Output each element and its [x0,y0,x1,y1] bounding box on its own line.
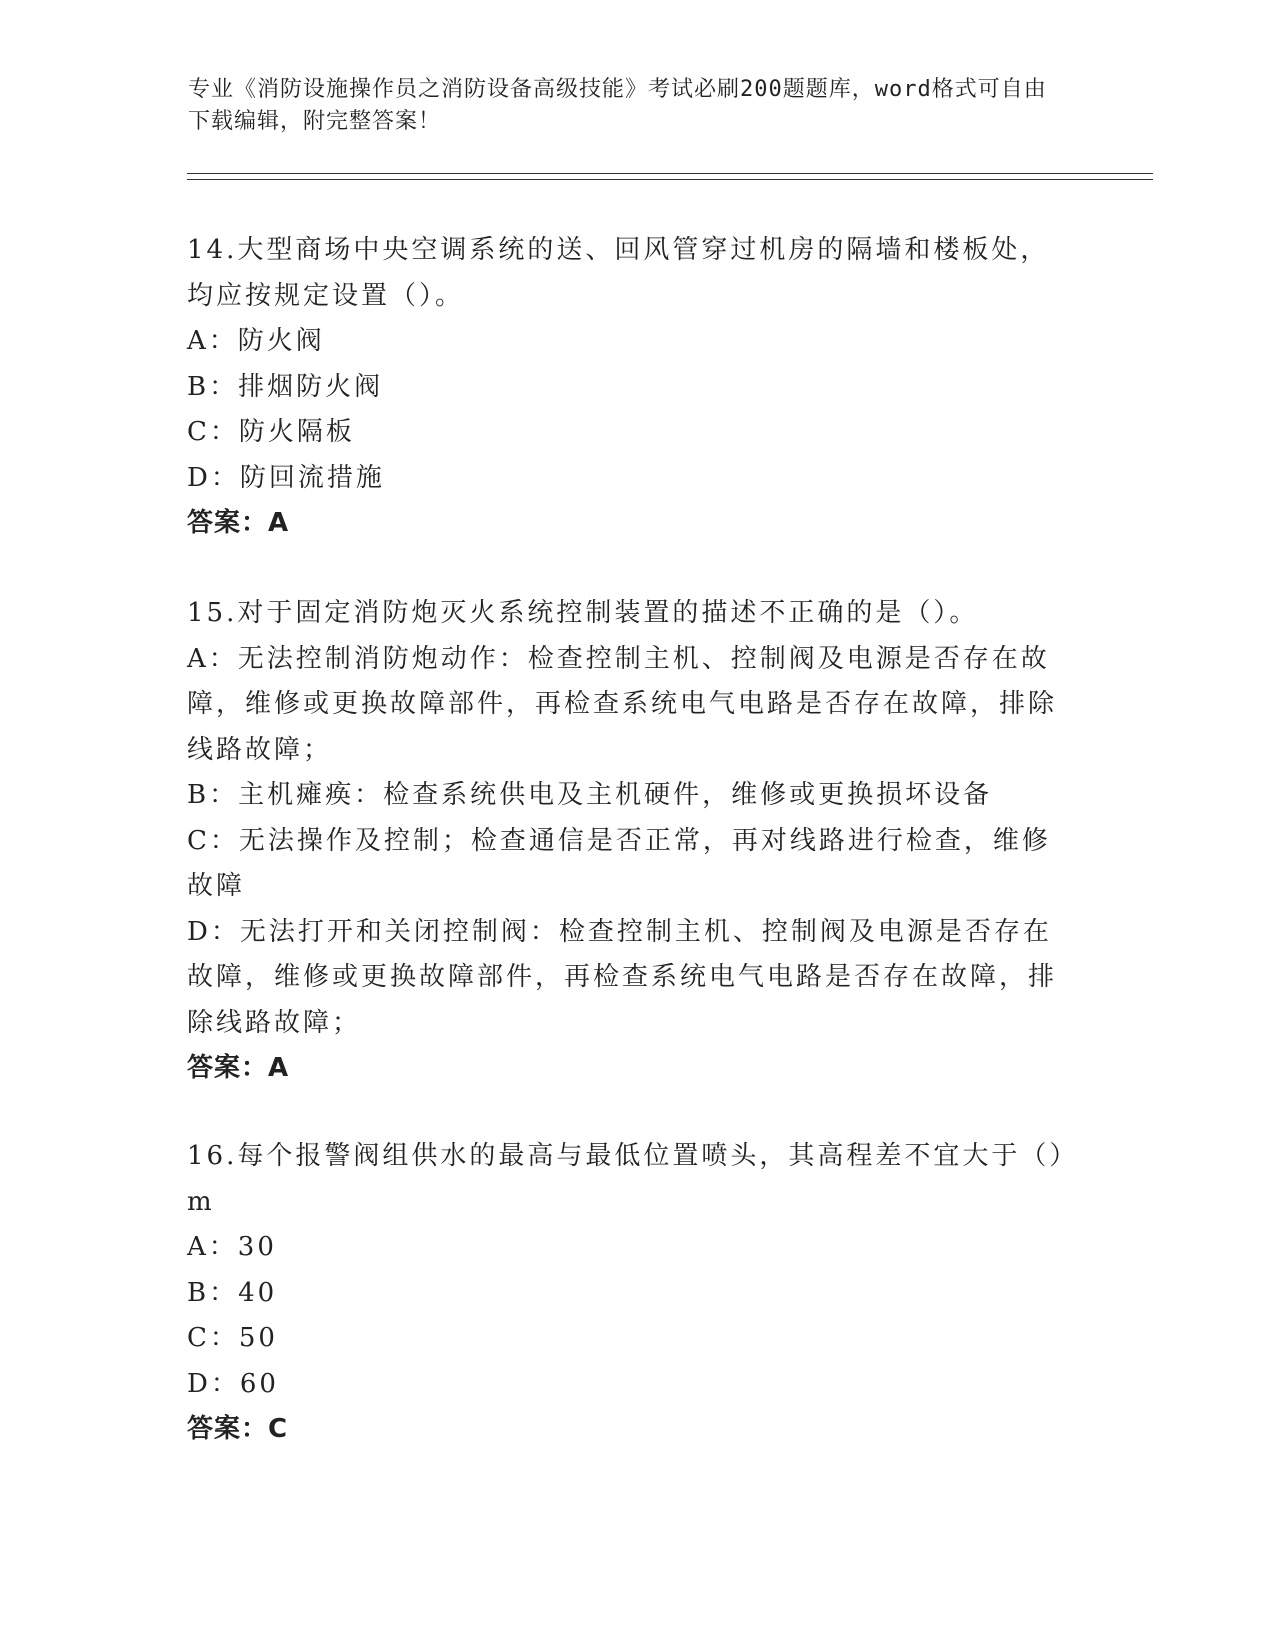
document-header: 专业《消防设施操作员之消防设备高级技能》考试必刷200题题库，word格式可自由下载编辑，附完整答案！ [188,77,1047,134]
header-rule-bottom [187,179,1153,180]
answer-label: 答案：A [187,1053,290,1083]
question-stem: 14.大型商场中央空调系统的送、回风管穿过机房的隔墙和楼板处，均应按规定设置（）。 [187,235,1050,311]
header-rule-top [187,173,1153,174]
question-stem: 15.对于固定消防炮灭火系统控制装置的描述不正确的是（）。 [187,598,979,628]
option-a: A：30 [187,1232,277,1262]
option-c: C：50 [187,1323,278,1353]
option-a: A：无法控制消防炮动作：检查控制主机、控制阀及电源是否存在故障，维修或更换故障部件，再检查系统电气电路是否存在故障，排除线路故障； [187,643,1058,765]
option-c: C：防火隔板 [187,417,355,447]
question-16 [187,1134,1067,1453]
answer-label: 答案：C [187,1414,289,1444]
option-b: B：排烟防火阀 [187,371,384,402]
question-14 [187,228,1067,547]
option-b: B：主机瘫痪：检查系统供电及主机硬件，维修或更换损坏设备 [187,780,993,810]
option-d: D：无法打开和关闭控制阀：检查控制主机、控制阀及电源是否存在故障，维修或更换故障部件，再检查系统电气电路是否存在故障，排除线路故障； [187,916,1058,1038]
option-b: B：40 [187,1277,278,1308]
answer-label: 答案：A [187,508,290,538]
option-c: C：无法操作及控制；检查通信是否正常，再对线路进行检查，维修故障 [187,825,1051,901]
question-stem: 16.每个报警阀组供水的最高与最低位置喷头，其高程差不宜大于（）m [187,1141,1066,1217]
option-a: A：防火阀 [187,326,325,356]
question-15 [187,591,1067,1092]
option-d: D：60 [187,1368,279,1399]
option-d: D：防回流措施 [187,462,385,493]
